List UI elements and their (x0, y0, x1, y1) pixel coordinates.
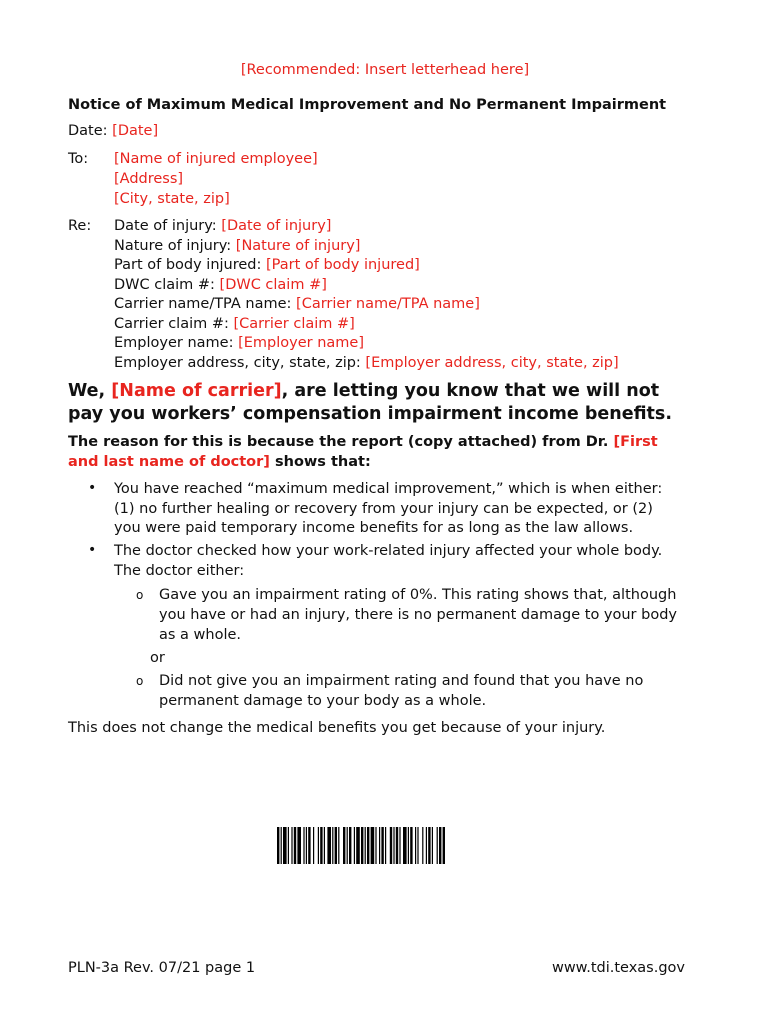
re-item: Part of body injured: [Part of body injured] (114, 257, 420, 273)
re-item: Date of injury: [Date of injury] (114, 218, 332, 234)
barcode-bar (297, 827, 301, 864)
sub-bullet-1-line: as a whole. (159, 626, 242, 643)
barcode-bar (367, 827, 369, 864)
barcode-bar (443, 827, 445, 864)
carrier-name-placeholder: [Name of carrier] (111, 381, 282, 401)
barcode-bar (343, 827, 345, 864)
to-name: [Name of injured employee] (114, 151, 318, 167)
barcode-bar (283, 827, 287, 864)
sub-bullet-marker: o (136, 588, 144, 602)
date-value: [Date] (112, 123, 159, 139)
barcode-bar (439, 827, 441, 864)
re-item: Nature of injury: [Nature of injury] (114, 237, 361, 254)
barcode-bar (354, 827, 355, 864)
reason-line-2: and last name of doctor] shows that: (68, 453, 371, 470)
re-item: DWC claim #: [DWC claim #] (114, 276, 327, 293)
barcode-bar (349, 827, 351, 864)
barcode-bar (318, 827, 319, 864)
sub-bullet-2-line: Did not give you an impairment rating and found that you have no (159, 673, 644, 689)
barcode-bar (403, 827, 407, 864)
website-footer: www.tdi.texas.gov (551, 960, 685, 976)
or-text: or (150, 650, 165, 666)
barcode-bar (347, 827, 348, 864)
barcode-bar (332, 827, 333, 864)
date-label: Date: (68, 123, 108, 139)
barcode-bar (365, 827, 366, 864)
barcode-bar (361, 827, 363, 864)
headline-line-1: We, [Name of carrier], are letting you know that we will not (68, 381, 660, 401)
re-item: Employer name: [Employer name] (114, 335, 364, 351)
document-title: Notice of Maximum Medical Improvement and No Permanent Impairment (68, 97, 667, 113)
barcode-bar (410, 827, 412, 864)
barcode-bar (356, 827, 360, 864)
barcode-bar (396, 827, 398, 864)
sub-bullet-1-line: Gave you an impairment rating of 0%. This rating shows that, although (159, 587, 677, 603)
bullet-1-line: (1) no further healing or recovery from your injury can be expected, or (2) (114, 500, 653, 517)
barcode-bar (288, 827, 289, 864)
barcode-bar (327, 827, 331, 864)
bullet-dot: • (88, 480, 97, 496)
barcode-bar (281, 827, 282, 864)
barcode-bar (375, 827, 376, 864)
barcode-bar (294, 827, 296, 864)
bullet-2-line: The doctor either: (114, 563, 245, 579)
barcode-bar (303, 827, 304, 864)
barcode-bar (324, 827, 325, 864)
barcode-bar (320, 827, 322, 864)
barcode-bar (277, 827, 279, 864)
barcode-bar (408, 827, 409, 864)
to-city: [City, state, zip] (114, 191, 230, 207)
bullet-2-line: The doctor checked how your work-related injury affected your whole body. (114, 543, 663, 559)
sub-bullet-1-line: you have or had an injury, there is no permanent damage to your body (159, 607, 677, 623)
letterhead-placeholder: [Recommended: Insert letterhead here] (240, 62, 530, 78)
barcode-bar (338, 827, 339, 864)
re-item: Employer address, city, state, zip: [Employer address, city, state, zip] (114, 354, 619, 371)
to-label: To: (68, 151, 89, 167)
barcode-bar (399, 827, 400, 864)
barcode-bar (437, 827, 438, 864)
date-line (68, 122, 158, 142)
barcode-bar (426, 827, 427, 864)
barcode-bar (393, 827, 394, 864)
barcode-bar (432, 827, 433, 864)
form-revision-footer: PLN-3a Rev. 07/21 page 1 (68, 960, 256, 976)
doctor-name-placeholder: [First (613, 434, 658, 450)
sub-bullet-2-line: permanent damage to your body as a whole. (159, 693, 487, 709)
barcode-bar (291, 827, 292, 864)
barcode-bar (390, 827, 392, 864)
barcode-bar (385, 827, 386, 864)
barcode-bar (313, 827, 314, 864)
bullet-1-line: You have reached “maximum medical improvement,” which is when either: (114, 481, 663, 497)
headline-line-2: pay you workers’ compensation impairment income benefits. (68, 404, 672, 424)
barcode-bar (371, 827, 375, 864)
barcode-bar (428, 827, 430, 864)
bullet-dot: • (88, 542, 97, 558)
barcode-bar (335, 827, 337, 864)
barcode-bar (422, 827, 423, 864)
barcode-bar (415, 827, 416, 864)
sub-bullet-marker: o (136, 674, 144, 688)
barcode-image (277, 827, 495, 864)
bullet-1-line: you were paid temporary income benefits for as long as the law allows. (114, 520, 634, 536)
re-label: Re: (68, 218, 92, 234)
closing-statement: This does not change the medical benefits you get because of your injury. (68, 720, 606, 736)
barcode-bar (379, 827, 380, 864)
barcode-bar (306, 827, 307, 864)
barcode-bar (381, 827, 383, 864)
re-item: Carrier name/TPA name: [Carrier name/TPA name] (114, 296, 480, 312)
re-item: Carrier claim #: [Carrier claim #] (114, 315, 355, 332)
to-address: [Address] (114, 171, 184, 187)
barcode-bar (417, 827, 418, 864)
reason-line-1: The reason for this is because the report (copy attached) from Dr. [First (68, 434, 658, 450)
barcode-bar (308, 827, 310, 864)
